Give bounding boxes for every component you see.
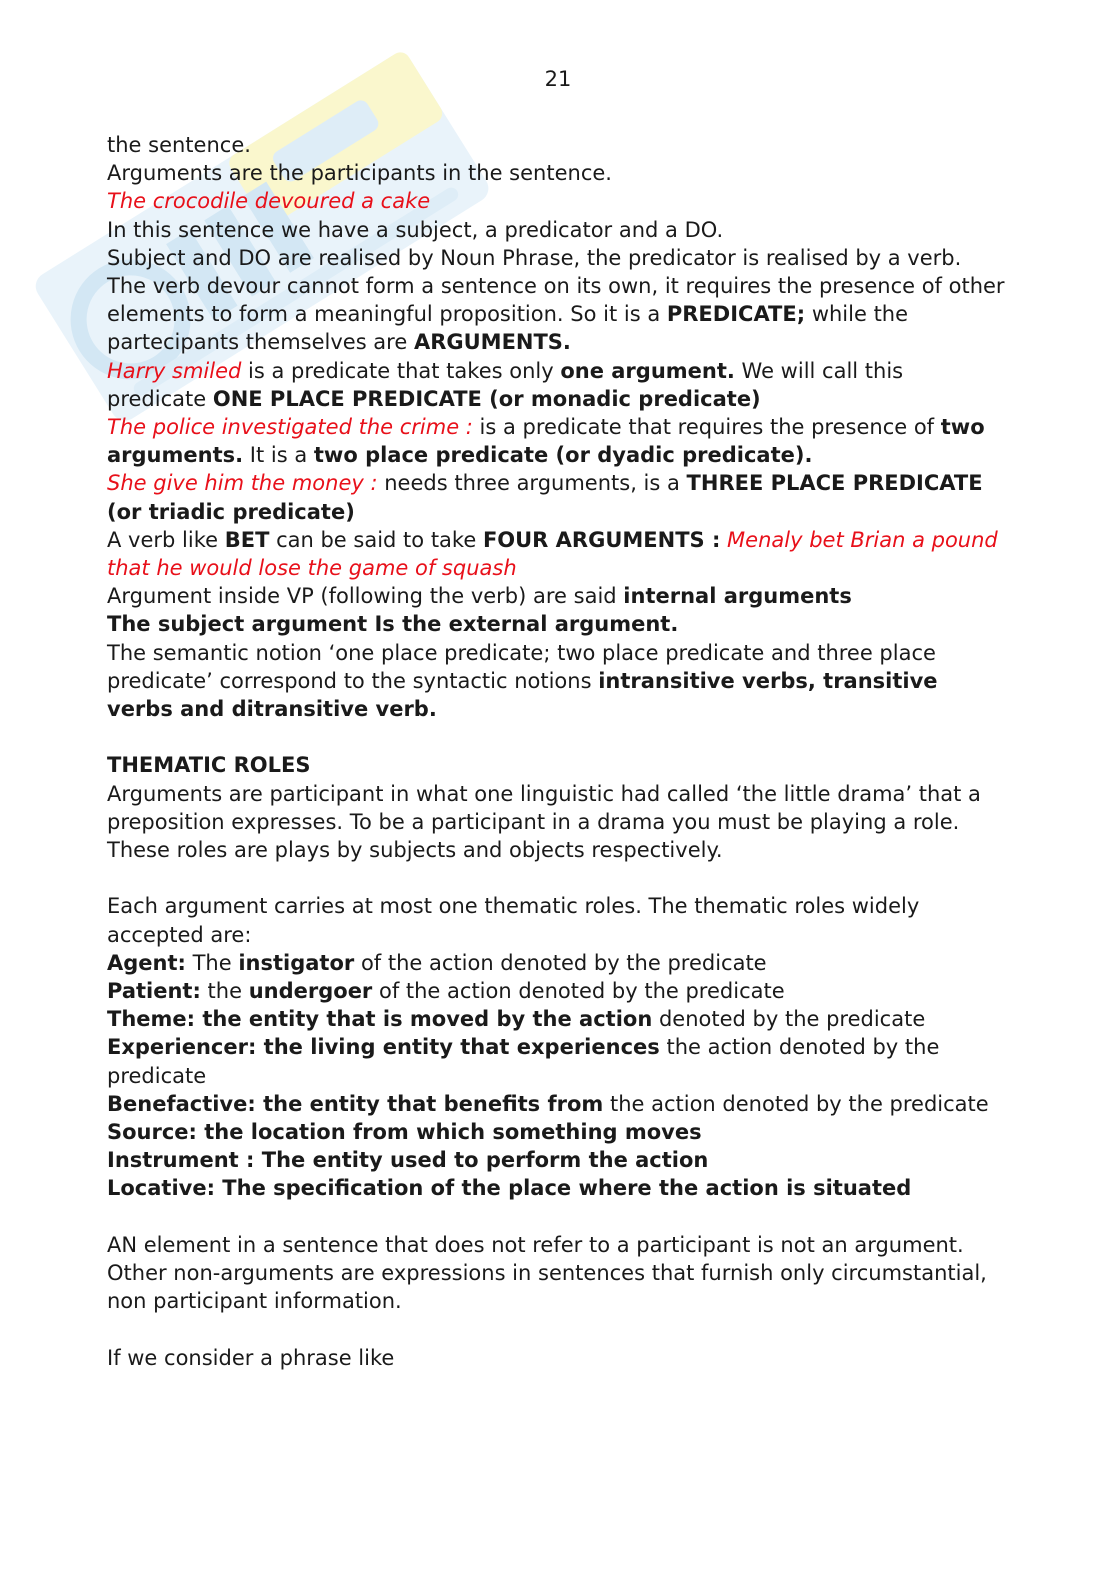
paragraph: Harry smiled is a predicate that takes only one argument. We will call this predicate ONE PLACE PREDICATE (or monadic predicate) <box>107 358 904 411</box>
bold-term: THREE PLACE PREDICATE (or triadic predicate) <box>107 471 983 524</box>
bold-term: internal arguments <box>623 584 852 609</box>
example-sentence: The crocodile devoured a cake <box>107 189 431 214</box>
role-definition: Agent: The instigator of the action denoted by the predicate <box>107 950 767 975</box>
bold-term: two place predicate (or dyadic predicate). <box>313 443 813 468</box>
role-definition: Source: the location from which something moves <box>107 1120 702 1145</box>
role-definition: Theme: the entity that is moved by the action denoted by the predicate <box>107 1007 926 1032</box>
paragraph: Argument inside VP (following the verb) are said internal arguments <box>107 584 852 609</box>
text-line: Arguments are the participants in the sentence. <box>107 161 612 186</box>
text-line: the sentence. <box>107 133 251 157</box>
paragraph: The verb devour cannot form a sentence on its own, it requires the presence of other elements to form a meaningful proposition. So it is a PREDICATE; while the partecipants themselves are ARGUMENTS. <box>107 274 1005 355</box>
bold-term: PREDICATE; <box>666 302 806 327</box>
role-definition: Instrument : The entity used to perform the action <box>107 1148 709 1173</box>
role-definition: Patient: the undergoer of the action denoted by the predicate <box>107 979 785 1004</box>
text-line: In this sentence we have a subject, a predicator and a DO. <box>107 217 724 242</box>
role-definition: Benefactive: the entity that benefits from the action denoted by the predicate <box>107 1091 989 1116</box>
paragraph: The semantic notion ‘one place predicate; two place predicate and three place predicate’ correspond to the syntactic notions intransitive verbs, transitive verbs and ditransitive verb. <box>107 640 938 722</box>
example-sentence: The police investigated the crime : <box>107 415 473 440</box>
text-line: Subject and DO are realised by Noun Phrase, the predicator is realised by a verb. <box>107 245 962 270</box>
bold-term: ARGUMENTS. <box>413 330 571 355</box>
example-sentence: She give him the money : <box>107 471 378 496</box>
bold-term: ONE PLACE PREDICATE (or monadic predicate) <box>212 386 761 411</box>
role-definition: Experiencer: the living entity that experiences the action denoted by the predicate <box>107 1035 940 1088</box>
paragraph <box>107 610 1007 638</box>
example-sentence: Harry smiled <box>107 358 242 383</box>
paragraph: Arguments are participant in what one linguistic had called ‘the little drama’ that a preposition expresses. To be a participant in a drama you must be playing a role. These roles are plays by subjects and objects respectively. <box>107 781 981 863</box>
paragraph: The police investigated the crime : is a predicate that requires the presence of two arguments. It is a two place predicate (or dyadic predicate). <box>107 415 985 468</box>
section-heading: THEMATIC ROLES <box>107 753 311 778</box>
bold-term: two arguments. <box>107 415 985 468</box>
page-number: 21 <box>544 67 572 91</box>
bold-term: The subject argument Is the external argument. <box>107 612 679 637</box>
bold-term: intransitive verbs, transitive verbs and ditransitive verb. <box>107 668 938 722</box>
bold-term: BET <box>224 527 270 552</box>
paragraph: A verb like BET can be said to take FOUR ARGUMENTS : Menaly bet Brian a pound that he would lose the game of squash <box>107 527 998 581</box>
example-sentence: Menaly bet Brian a pound that he would lose the game of squash <box>107 527 998 581</box>
paragraph: Each argument carries at most one thematic roles. The thematic roles widely accepted are: <box>107 894 920 947</box>
paragraph: If we consider a phrase like <box>107 1345 395 1370</box>
role-definition: Locative: The specification of the place where the action is situated <box>107 1176 912 1201</box>
paragraph: She give him the money : needs three arguments, is a THREE PLACE PREDICATE (or triadic predicate) <box>107 471 983 524</box>
bold-term: FOUR ARGUMENTS : <box>482 527 721 552</box>
page-body <box>107 131 1007 1372</box>
paragraph: Other non-arguments are expressions in sentences that furnish only circumstantial, non participant information. <box>107 1261 987 1314</box>
bold-term: one argument. <box>560 358 735 383</box>
paragraph: AN element in a sentence that does not refer to a participant is not an argument. <box>107 1232 964 1257</box>
